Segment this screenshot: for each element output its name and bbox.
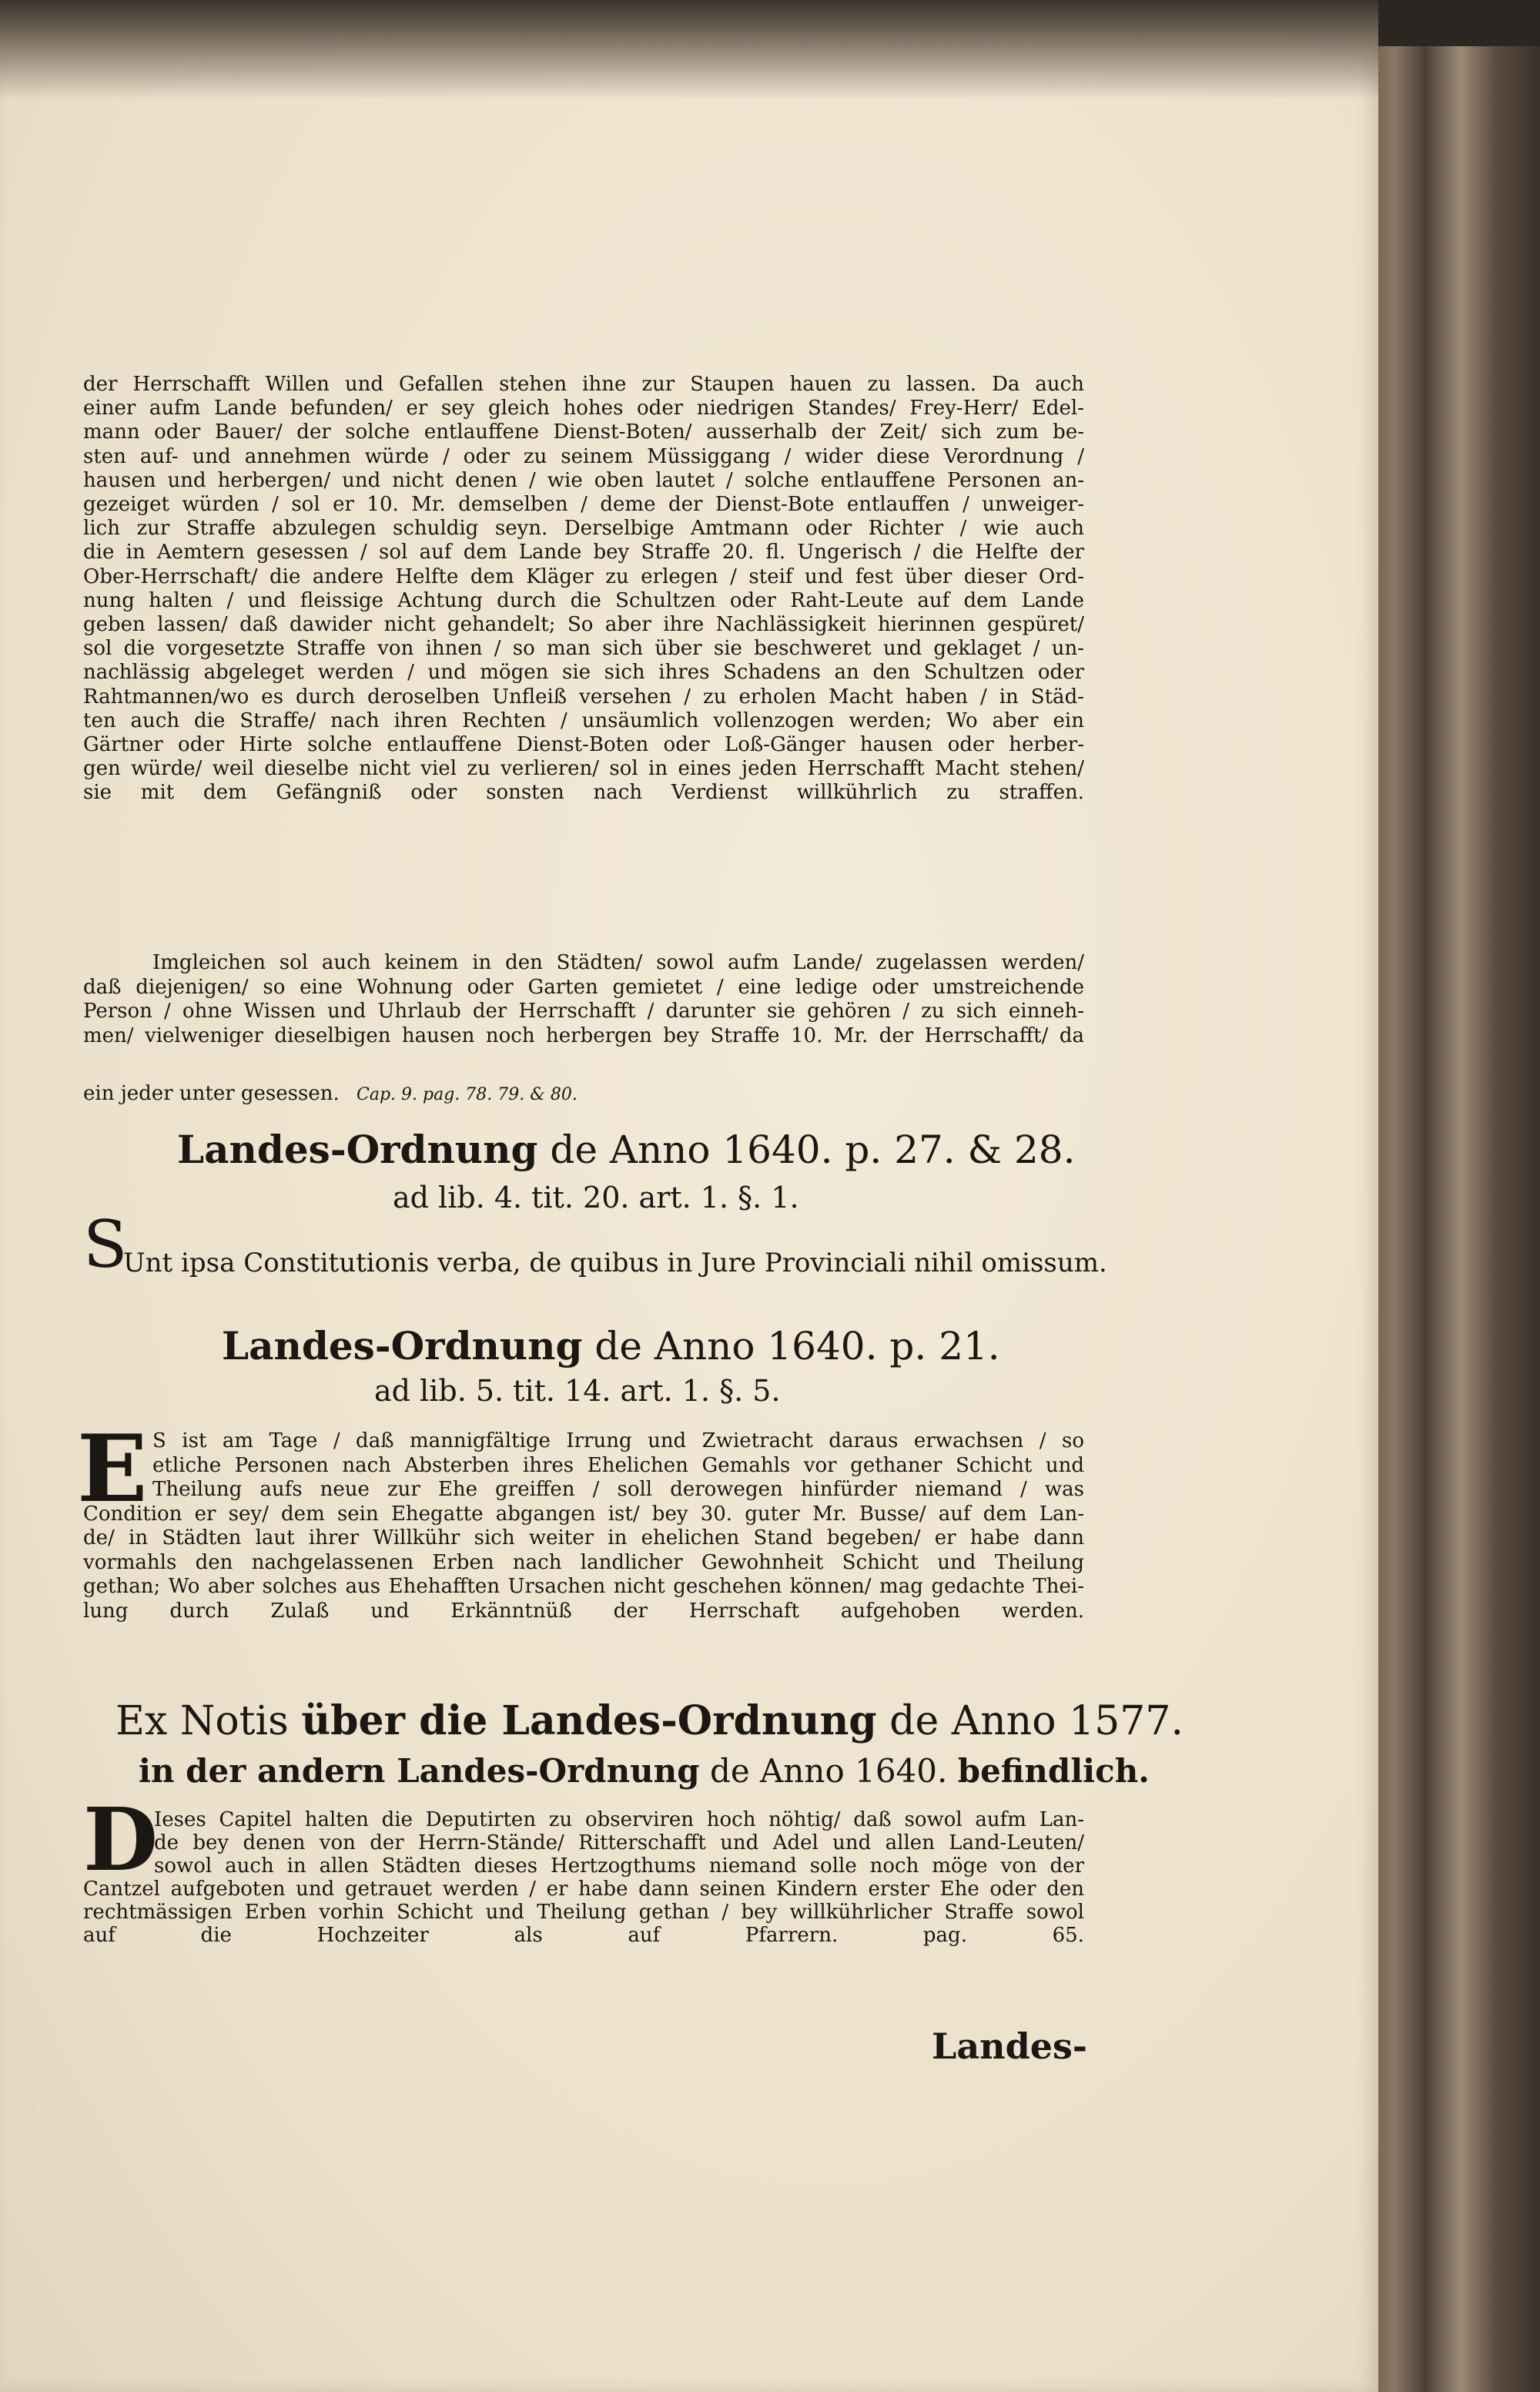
text-line: mann oder Bauer/ der solche entlauffene Dienst-Boten/ ausserhalb der Zeit/ sich zum be- <box>83 420 1084 444</box>
text-line: Theilung aufs neue zur Ehe greiffen / soll derowegen hinfürder niemand / was <box>152 1478 1084 1501</box>
paragraph-block-1 <box>83 373 1084 806</box>
text-line: sten auf- und annehmen würde / oder zu seinem Müssiggang / wider diese Verordnung / <box>83 444 1084 468</box>
text-line: Person / ohne Wissen und Uhrlaub der Herrschafft / darunter sie gehören / zu sich einneh- <box>83 1000 1084 1023</box>
heading-ex-notis-line2: in der andern Landes-Ordnung de Anno 1640. befindlich. <box>139 1752 1150 1790</box>
text-line: der Herrschafft Willen und Gefallen stehen ihne zur Staupen hauen zu lassen. Da auch <box>83 373 1084 396</box>
text-line: vormahls den nachgelassenen Erben nach landlicher Gewohnheit Schicht und Theilung <box>83 1550 1084 1574</box>
text-line: gezeiget würden / sol er 10. Mr. demselben / deme der Dienst-Bote entlauffen / unweiger- <box>83 493 1084 517</box>
text-line: sowol auch in allen Städten dieses Hertzogthums niemand solle noch möge von der <box>154 1854 1084 1878</box>
text-line: lich zur Straffe abzulegen schuldig seyn. Derselbige Amtmann oder Richter / wie auch <box>83 517 1084 541</box>
text-line: einer aufm Lande befunden/ er sey gleich hohes oder niedrigen Standes/ Frey-Herr/ Edel- <box>83 397 1084 420</box>
drop-cap-e: E <box>77 1415 148 1523</box>
text-line: hausen und herbergen/ und nicht denen / wie oben lautet / solche entlauffene Personen an- <box>83 468 1084 492</box>
text-line: ten auch die Straffe/ nach ihren Rechten / unsäumlich vollenzogen werden; Wo aber ein <box>83 709 1084 732</box>
text-line: etliche Personen nach Absterben ihres Ehelichen Gemahls vor gethaner Schicht und <box>152 1453 1084 1477</box>
drop-cap-s: S <box>83 1207 128 1282</box>
text-line: Ieses Capitel halten die Deputirten zu observiren hoch nöhtig/ daß sowol aufm Lan- <box>154 1808 1084 1831</box>
text-line: gen würde/ weil dieselbe nicht viel zu verlieren/ sol in eines jeden Herrschafft Macht stehen/ <box>83 757 1084 781</box>
text-line: S ist am Tage / daß mannigfältige Irrung und Zwietracht daraus erwachsen / so <box>152 1429 1084 1452</box>
catchword: Landes- <box>932 2025 1088 2067</box>
paragraph-block-2 <box>83 951 1084 1048</box>
block2-last-line: ein jeder unter gesessen. Cap. 9. pag. 78. 79. & 80. <box>83 1082 578 1105</box>
text-line: men/ vielweniger dieselbigen hausen noch herbergen bey Straffe 10. Mr. der Herrschafft/ da <box>83 1023 1084 1047</box>
paragraph-block-4 <box>83 1808 1084 1947</box>
text-line: Ober-Herrschaft/ die andere Helfte dem Kläger zu erlegen / steif und fest über dieser Ord- <box>83 564 1084 588</box>
text-line: geben lassen/ daß dawider nicht gehandelt; So aber ihre Nachlässigkeit hierinnen gespüret/ <box>83 613 1084 637</box>
heading-ex-notis-line1: Ex Notis über die Landes-Ordnung de Anno 1577. <box>116 1697 1183 1744</box>
text-line: gethan; Wo aber solches aus Ehehafften Ursachen nicht geschehen können/ mag gedachte Thei- <box>83 1575 1084 1598</box>
drop-cap-d: D <box>83 1790 159 1891</box>
text-line: rechtmässigen Erben vorhin Schicht und Theilung gethan / bey willkührlicher Straffe sowol <box>83 1901 1084 1924</box>
text-line: daß diejenigen/ so eine Wohnung oder Garten gemietet / eine ledige oder umstreichende <box>83 975 1084 999</box>
text-line: Condition er sey/ dem sein Ehegatte abgangen ist/ bey 30. guter Mr. Busse/ auf dem Lan- <box>83 1502 1084 1526</box>
text-line: de bey denen von der Herrn-Stände/ Ritterschafft und Adel und allen Land-Leuten/ <box>154 1831 1084 1854</box>
text-line: nung halten / und fleissige Achtung durch die Schultzen oder Raht-Leute auf dem Lande <box>83 588 1084 612</box>
page-reference: Cap. 9. pag. 78. 79. & 80. <box>357 1085 578 1104</box>
text-line: sol die vorgesetzte Straffe von ihnen / so man sich über sie beschweret und geklaget / un- <box>83 637 1084 661</box>
paragraph-block-3 <box>83 1429 1084 1623</box>
heading-landes-ordnung-2: Landes-Ordnung de Anno 1640. p. 21. <box>222 1323 1000 1369</box>
heading-landes-ordnung-1: Landes-Ordnung de Anno 1640. p. 27. & 28. <box>177 1127 1076 1172</box>
text-line: lung durch Zulaß und Erkänntnüß der Herrschaft aufgehoben werden. <box>83 1599 1084 1623</box>
text-line: nachlässig abgeleget werden / und mögen sie sich ihres Schadens an den Schultzen oder <box>83 661 1084 685</box>
text-line: sie mit dem Gefängniß oder sonsten nach Verdienst willkührlich zu straffen. <box>83 781 1084 805</box>
latin-sentence: Unt ipsa Constitutionis verba, de quibus in Jure Provinciali nihil omissum. <box>123 1248 1107 1278</box>
text-line: de/ in Städten laut ihrer Willkühr sich weiter in ehelichen Stand begeben/ er habe dann <box>83 1526 1084 1549</box>
book-page-edges <box>1363 46 1540 2392</box>
text-line: auf die Hochzeiter als auf Pfarrern. pag. 65. <box>83 1924 1084 1947</box>
text-line: Imgleichen sol auch keinem in den Städten/ sowol aufm Lande/ zugelassen werden/ <box>152 951 1084 974</box>
text-line: Cantzel aufgeboten und getrauet werden / er habe dann seinen Kindern erster Ehe oder den <box>83 1878 1084 1901</box>
text-line: Gärtner oder Hirte solche entlauffene Dienst-Boten oder Loß-Gänger hausen oder herber- <box>83 733 1084 757</box>
text-line: Rahtmannen/wo es durch deroselben Unfleiß versehen / zu erholen Macht haben / in Städ- <box>83 685 1084 709</box>
page-top-shadow <box>0 0 1378 100</box>
subheading-2: ad lib. 5. tit. 14. art. 1. §. 5. <box>374 1374 781 1408</box>
text-line: die in Aemtern gesessen / sol auf dem Lande bey Straffe 20. fl. Ungerisch / die Helfte der <box>83 541 1084 564</box>
subheading-1: ad lib. 4. tit. 20. art. 1. §. 1. <box>393 1181 799 1214</box>
